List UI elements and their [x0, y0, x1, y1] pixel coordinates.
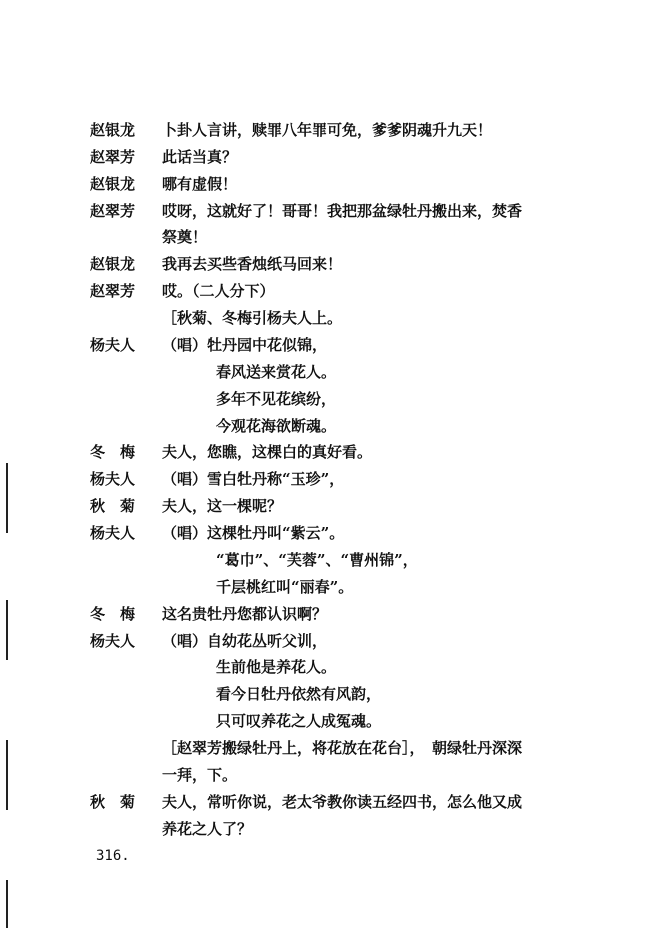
- speaker-label: 杨夫人: [90, 336, 136, 354]
- speaker-label: 赵翠芳: [90, 148, 136, 166]
- dialogue-line: （唱）雪白牡丹称“玉珍”，: [162, 470, 345, 488]
- speaker-label: 杨夫人: [90, 524, 136, 542]
- speaker-label: 赵翠芳: [90, 282, 136, 300]
- verse-line: 春风送来赏花人。: [216, 363, 337, 381]
- speaker-label: 赵银龙: [90, 121, 136, 139]
- scan-edge-mark: [6, 740, 8, 810]
- dialogue-line: （唱）牡丹园中花似锦，: [162, 336, 328, 354]
- stage-direction: 一拜，下。: [162, 766, 238, 784]
- verse-line: 看今日牡丹依然有风韵，: [216, 685, 382, 703]
- dialogue-line: 我再去买些香烛纸马回来！: [162, 255, 343, 273]
- dialogue-line: 夫人，您瞧，这棵白的真好看。: [162, 443, 373, 461]
- speaker-label: 杨夫人: [90, 470, 136, 488]
- speaker-label: 赵翠芳: [90, 202, 136, 220]
- dialogue-line: （唱）这棵牡丹叫“紫云”。: [162, 524, 345, 542]
- verse-line: 多年不见花缤纷，: [216, 390, 337, 408]
- speaker-label: 秋 菊: [90, 793, 136, 811]
- speaker-label: 秋 菊: [90, 497, 136, 515]
- dialogue-line: 夫人，这一棵呢？: [162, 497, 283, 515]
- scan-edge-mark: [6, 600, 8, 660]
- verse-line: 千层桃红叫“丽春”。: [216, 578, 354, 596]
- dialogue-line: 此话当真？: [162, 148, 238, 166]
- dialogue-line: 哎。（二人分下）: [162, 282, 275, 300]
- dialogue-line: （唱）自幼花丛听父训，: [162, 632, 328, 650]
- dialogue-line: 哎呀，这就好了！哥哥！我把那盆绿牡丹搬出来，焚香: [162, 202, 523, 220]
- dialogue-line: 哪有虚假！: [162, 175, 238, 193]
- dialogue-line: 夫人，常听你说，老太爷教你读五经四书，怎么他又成: [162, 793, 523, 811]
- verse-line: “葛巾”、“芙蓉”、“曹州锦”，: [216, 551, 418, 569]
- speaker-label: 赵银龙: [90, 255, 136, 273]
- verse-line: 只可叹养花之人成冤魂。: [216, 712, 382, 730]
- page-number: 316.: [96, 848, 130, 864]
- scan-edge-mark: [6, 463, 8, 533]
- scan-edge-mark: [6, 880, 8, 928]
- speaker-label: 赵银龙: [90, 175, 136, 193]
- speaker-label: 冬 梅: [90, 605, 136, 623]
- speaker-label: 冬 梅: [90, 443, 136, 461]
- dialogue-continuation: 祭奠！: [162, 228, 208, 246]
- dialogue-continuation: 养花之人了？: [162, 820, 253, 838]
- stage-direction: ［秋菊、冬梅引杨夫人上。: [162, 309, 343, 327]
- verse-line: 今观花海欲断魂。: [216, 417, 337, 435]
- dialogue-line: 卜卦人言讲，赎罪八年罪可免，爹爹阴魂升九天！: [162, 121, 493, 139]
- verse-line: 生前他是养花人。: [216, 658, 337, 676]
- stage-direction: ［赵翠芳搬绿牡丹上，将花放在花台］， 朝绿牡丹深深: [162, 739, 523, 757]
- speaker-label: 杨夫人: [90, 632, 136, 650]
- dialogue-line: 这名贵牡丹您都认识啊？: [162, 605, 328, 623]
